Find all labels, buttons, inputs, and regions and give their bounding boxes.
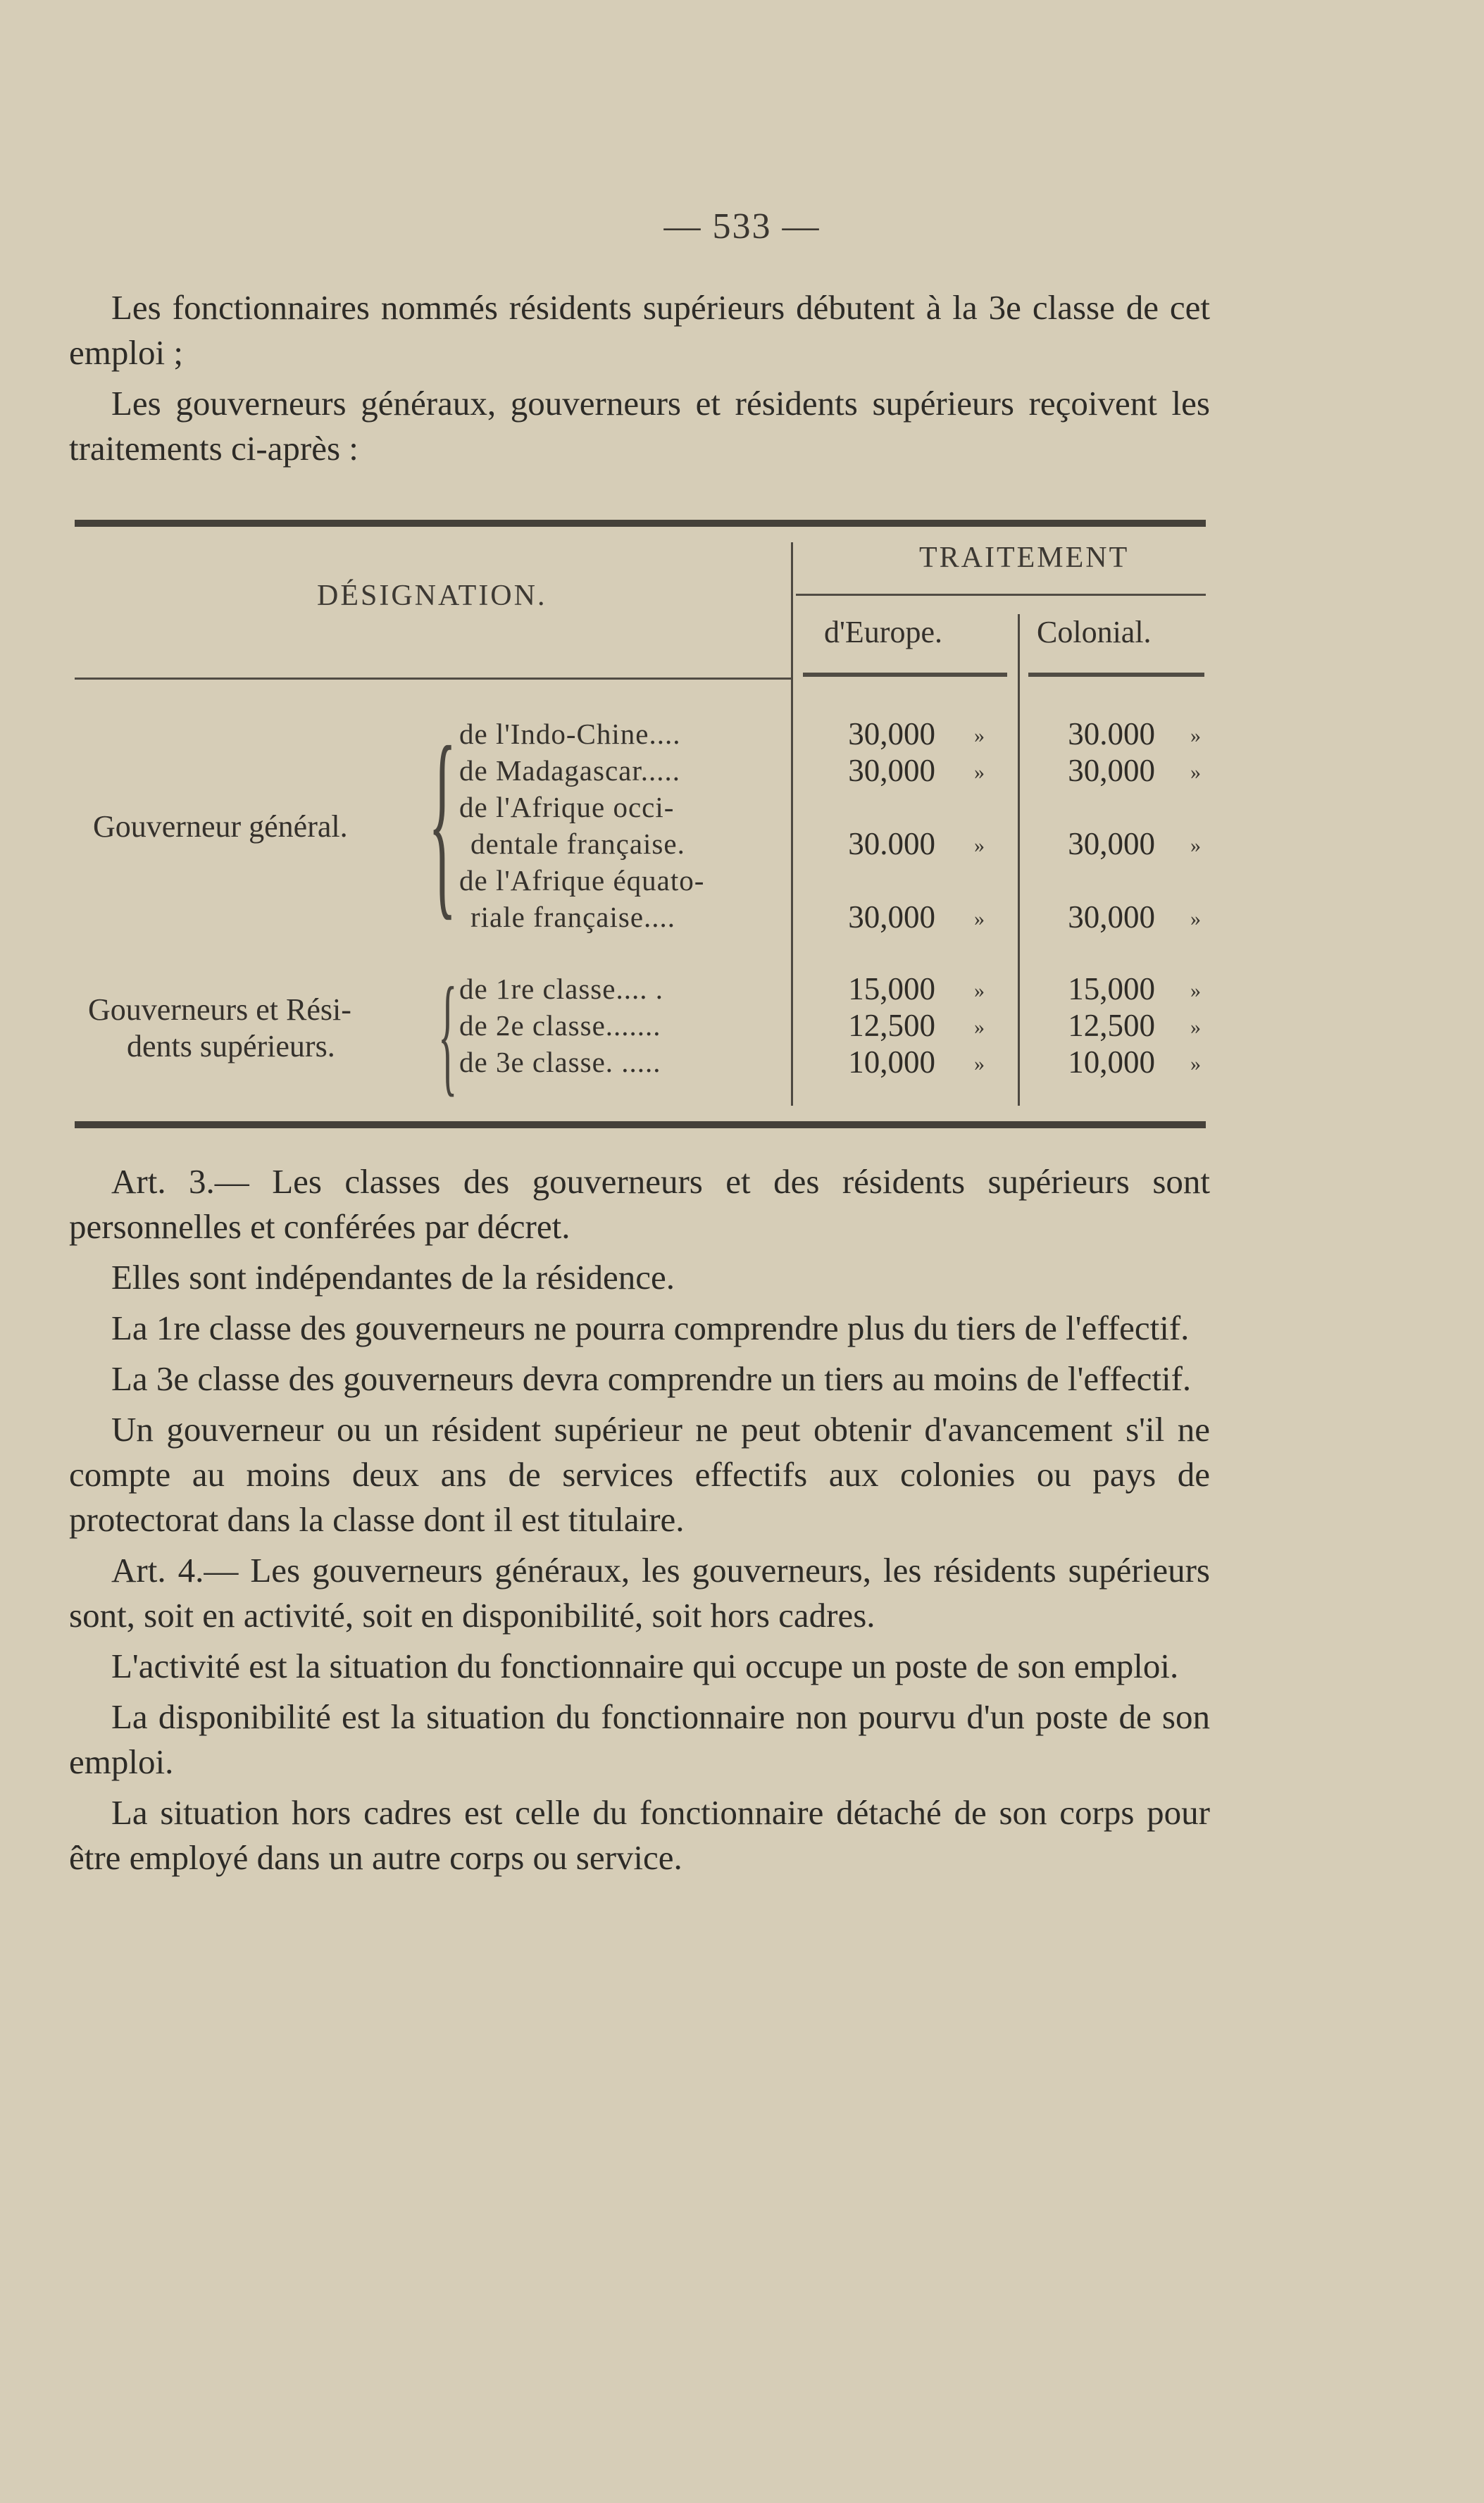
header-europe: d'Europe. (824, 615, 942, 649)
row-1re-classe-colonial: 15,000 (1068, 971, 1155, 1006)
row-indochine-europe: 30,000 (848, 716, 935, 751)
body-paragraph-3: La 1re classe des gouverneurs ne pourra comprendre plus du tiers de l'effectif. (111, 1309, 1190, 1347)
ditto-mark: » (1190, 907, 1201, 930)
intro-text (69, 285, 1210, 471)
row-indochine-colonial: 30.000 (1068, 716, 1155, 751)
column-divider-2 (1018, 614, 1020, 1106)
page-number: — 533 — (663, 206, 821, 246)
row-2e-classe-europe: 12,500 (848, 1008, 935, 1043)
row-indochine-label: de l'Indo-Chine.... (459, 718, 681, 750)
header-traitement: TRAITEMENT (919, 542, 1130, 574)
group-label-line2: dents supérieurs. (127, 1029, 335, 1063)
ditto-mark: » (1190, 761, 1201, 784)
row-aof-europe: 30.000 (848, 826, 935, 861)
row-aof-label-line1: de l'Afrique occi- (459, 791, 675, 823)
body-paragraph-5: Un gouverneur ou un résident supérieur ne peut obtenir d'avancement s'il ne compte au moins deux ans de services effectifs aux colonies ou pays de protectorat dans la classe dont il est titulaire. (69, 1410, 1210, 1539)
header-rule-europe (803, 673, 1007, 677)
article-3-paragraph: Art. 3.— Les classes des gouverneurs et des résidents supérieurs sont personnelles et conférées par décret. (69, 1162, 1210, 1246)
group-label-gouverneur-general: Gouverneur général. (93, 809, 348, 844)
ditto-mark: » (974, 979, 985, 1002)
row-aof-colonial: 30,000 (1068, 826, 1155, 861)
body-paragraph-4: La 3e classe des gouverneurs devra comprendre un tiers au moins de l'effectif. (111, 1359, 1192, 1398)
column-divider-1 (791, 542, 793, 1106)
row-aef-label-line2: riale française.... (470, 901, 676, 933)
article-4-paragraph: Art. 4.— Les gouverneurs généraux, les gouverneurs, les résidents supérieurs sont, soit en activité, soit en disponibilité, soit hors cadres. (69, 1551, 1210, 1635)
row-3e-classe-label: de 3e classe. ..... (459, 1046, 661, 1078)
row-madagascar-colonial: 30,000 (1068, 753, 1155, 788)
row-3e-classe-colonial: 10,000 (1068, 1044, 1155, 1080)
ditto-mark: » (1190, 724, 1201, 747)
intro-paragraph-2: Les gouverneurs généraux, gouverneurs et résidents supérieurs reçoivent les traitements ci-après : (69, 384, 1210, 468)
row-2e-classe-label: de 2e classe....... (459, 1009, 661, 1042)
intro-paragraph-1: Les fonctionnaires nommés résidents supérieurs débutent à la 3e classe de cet emploi ; (69, 288, 1210, 372)
ditto-mark: » (1190, 979, 1201, 1002)
row-madagascar-label: de Madagascar..... (459, 754, 680, 787)
row-aef-label-line1: de l'Afrique équato- (459, 864, 705, 897)
body-paragraph-2: Elles sont indépendantes de la résidence. (111, 1258, 675, 1297)
body-paragraph-7: L'activité est la situation du fonctionnaire qui occupe un poste de son emploi. (111, 1647, 1179, 1685)
row-1re-classe-label: de 1re classe.... . (459, 973, 663, 1005)
header-rule-colonial (1028, 673, 1204, 677)
body-paragraph-9: La situation hors cadres est celle du fonctionnaire détaché de son corps pour être employé dans un autre corps ou service. (69, 1793, 1210, 1877)
ditto-mark: » (1190, 834, 1201, 857)
body-text (69, 1159, 1210, 1880)
header-designation: DÉSIGNATION. (317, 580, 547, 612)
ditto-mark: » (974, 1052, 985, 1075)
table-top-rule (75, 520, 1206, 527)
header-rule-designation (75, 678, 793, 680)
ditto-mark: » (974, 1016, 985, 1039)
body-paragraph-8: La disponibilité est la situation du fonctionnaire non pourvu d'un poste de son emploi. (69, 1697, 1210, 1781)
ditto-mark: » (1190, 1052, 1201, 1075)
row-aof-label-line2: dentale française. (470, 828, 685, 860)
header-colonial: Colonial. (1037, 615, 1152, 649)
brace-group1: { (428, 704, 457, 937)
row-1re-classe-europe: 15,000 (848, 971, 935, 1006)
header-traitement-rule (796, 594, 1206, 596)
row-aef-europe: 30,000 (848, 899, 935, 935)
row-aef-colonial: 30,000 (1068, 899, 1155, 935)
table-bottom-rule (75, 1121, 1206, 1128)
group-label-line1: Gouverneurs et Rési- (88, 992, 351, 1027)
ditto-mark: » (1190, 1016, 1201, 1039)
row-2e-classe-colonial: 12,500 (1068, 1008, 1155, 1043)
brace-group2: { (438, 961, 458, 1109)
row-madagascar-europe: 30,000 (848, 753, 935, 788)
ditto-mark: » (974, 834, 985, 857)
row-3e-classe-europe: 10,000 (848, 1044, 935, 1080)
ditto-mark: » (974, 907, 985, 930)
ditto-mark: » (974, 724, 985, 747)
ditto-mark: » (974, 761, 985, 784)
